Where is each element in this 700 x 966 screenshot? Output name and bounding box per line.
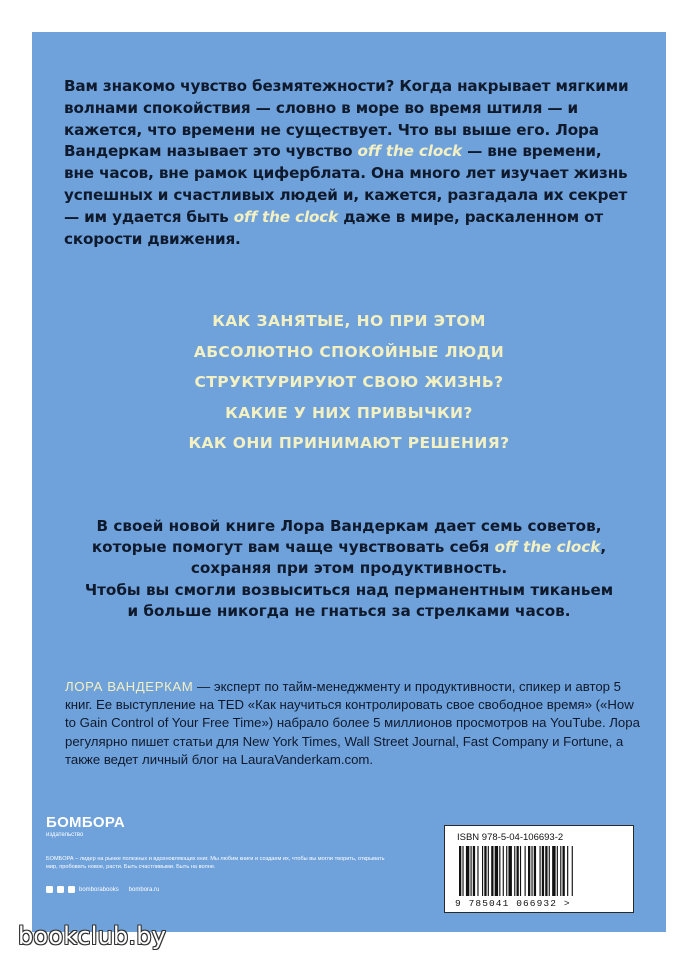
publisher-logo: БОМБОРА bbox=[46, 814, 126, 831]
question-line: КАК ОНИ ПРИНИМАЮТ РЕШЕНИЯ? bbox=[188, 434, 510, 452]
barcode-bar bbox=[552, 846, 555, 896]
barcode-bar bbox=[471, 846, 472, 896]
barcode-bar bbox=[572, 846, 573, 896]
barcode-bar bbox=[557, 846, 558, 896]
barcode-bar bbox=[514, 846, 515, 896]
barcode-bar bbox=[484, 846, 486, 896]
barcode-bar bbox=[520, 846, 521, 896]
barcode-bar bbox=[525, 846, 526, 896]
summary-line: и больше никогда не гнаться за стрелками часов. bbox=[127, 601, 571, 620]
barcode-bar bbox=[491, 846, 493, 896]
barcode-bar bbox=[567, 846, 568, 896]
barcode-bar bbox=[508, 846, 511, 896]
question-line: КАК ЗАНЯТЫЕ, НО ПРИ ЭТОМ bbox=[212, 312, 486, 330]
intro-text-1: Вам знакомо чувство безмятежности? Когда накрывает мягкими волнами спокойствия — словно в море во время штиля — и кажется, что времени не существует. Что вы выше его. Лора Вандеркам называет это чувство bbox=[64, 77, 629, 161]
summary-line: В своей новой книге Лора Вандеркам дает семь советов, bbox=[96, 517, 602, 535]
publisher-social bbox=[46, 886, 159, 893]
summary-line: Чтобы вы смогли возвыситься над перманентным тиканьем bbox=[84, 580, 614, 599]
barcode-bar bbox=[540, 846, 541, 896]
barcode-bar bbox=[473, 846, 475, 896]
questions-block bbox=[32, 306, 666, 459]
barcode-bar bbox=[542, 846, 544, 896]
barcode-bar bbox=[482, 846, 483, 896]
barcode-bar bbox=[528, 846, 530, 896]
barcode-bar bbox=[549, 846, 550, 896]
vk-icon bbox=[57, 886, 64, 893]
barcode-bar bbox=[459, 846, 461, 896]
publisher-subtitle: издательство bbox=[46, 832, 84, 838]
barcode-bar bbox=[506, 846, 507, 896]
question-line: СТРУКТУРИРУЮТ СВОЮ ЖИЗНЬ? bbox=[194, 373, 504, 391]
barcode-bar bbox=[563, 846, 565, 896]
question-line: КАКИЕ У НИХ ПРИВЫЧКИ? bbox=[225, 403, 473, 422]
summary-text: которые помогут вам чаще чувствовать себя bbox=[91, 538, 495, 557]
summary-line: сохраняя при этом продуктивность. bbox=[190, 559, 508, 578]
barcode-bar bbox=[495, 846, 498, 896]
intro-text-3: даже в мире, раскаленном от скорости движения. bbox=[64, 207, 604, 248]
isbn-text: ISBN 978-5-04-106693-2 bbox=[457, 832, 564, 843]
author-bio bbox=[65, 678, 645, 769]
barcode-graphic bbox=[457, 846, 623, 896]
barcode-bar bbox=[477, 846, 478, 896]
barcode-bar bbox=[462, 846, 463, 896]
publisher-site: bombora.ru bbox=[128, 886, 160, 893]
summary-comma: , bbox=[600, 538, 607, 557]
barcode-bar bbox=[560, 846, 561, 896]
intro-paragraph bbox=[64, 76, 634, 250]
barcode-bar bbox=[545, 846, 547, 896]
intro-highlight-2: off the clock bbox=[233, 207, 339, 226]
barcode-bar bbox=[531, 846, 532, 896]
author-bio-text: — эксперт по тайм-менеджменту и продуктивности, спикер и автор 5 книг. Ее выступление на TED «Как научиться контролировать свое свободное время» («How to Gain Control of Your Free Time») набрало более 5 миллионов просмотров на YouTube. Лора регулярно пишет статьи для New York Times, Wall Street Journal, Fast Company и Fortune, а также ведет личный блог на LauraVanderkam.com. bbox=[65, 679, 640, 767]
summary-paragraph bbox=[32, 516, 666, 622]
barcode-bar bbox=[466, 846, 469, 896]
summary-highlight: off the clock bbox=[494, 538, 601, 557]
instagram-icon bbox=[68, 886, 75, 893]
barcode-bar bbox=[517, 846, 519, 896]
book-back-cover bbox=[32, 32, 666, 932]
barcode-bar bbox=[503, 846, 504, 896]
barcode-bar bbox=[488, 846, 489, 896]
summary-line bbox=[32, 537, 666, 558]
facebook-icon bbox=[46, 886, 53, 893]
barcode-digits: 9 785041 066932 > bbox=[455, 898, 571, 909]
barcode-bar bbox=[499, 846, 500, 896]
watermark: bookclub.by bbox=[18, 922, 167, 950]
social-handle: bomborabooks bbox=[79, 886, 119, 893]
author-name: ЛОРА ВАНДЕРКАМ bbox=[65, 679, 194, 694]
question-line: АБСОЛЮТНО СПОКОЙНЫЕ ЛЮДИ bbox=[193, 342, 505, 361]
barcode-box bbox=[444, 825, 634, 913]
intro-highlight-1: off the clock bbox=[357, 142, 462, 161]
intro-text-2: — вне времени, вне часов, вне рамок циферблата. Она много лет изучает жизнь успешных и счастливых людей и, кажется, разгадала их секрет — им удается быть bbox=[64, 142, 628, 226]
barcode-bar bbox=[534, 846, 536, 896]
publisher-blurb: БОМБОРА – лидер на рынке полезных и вдохновляющих книг. Мы любим книги и создаем их, чтобы вы могли творить, открывать мир, пробовать новое, расти. Быть счастливыми. Быть на волне. bbox=[46, 856, 385, 870]
